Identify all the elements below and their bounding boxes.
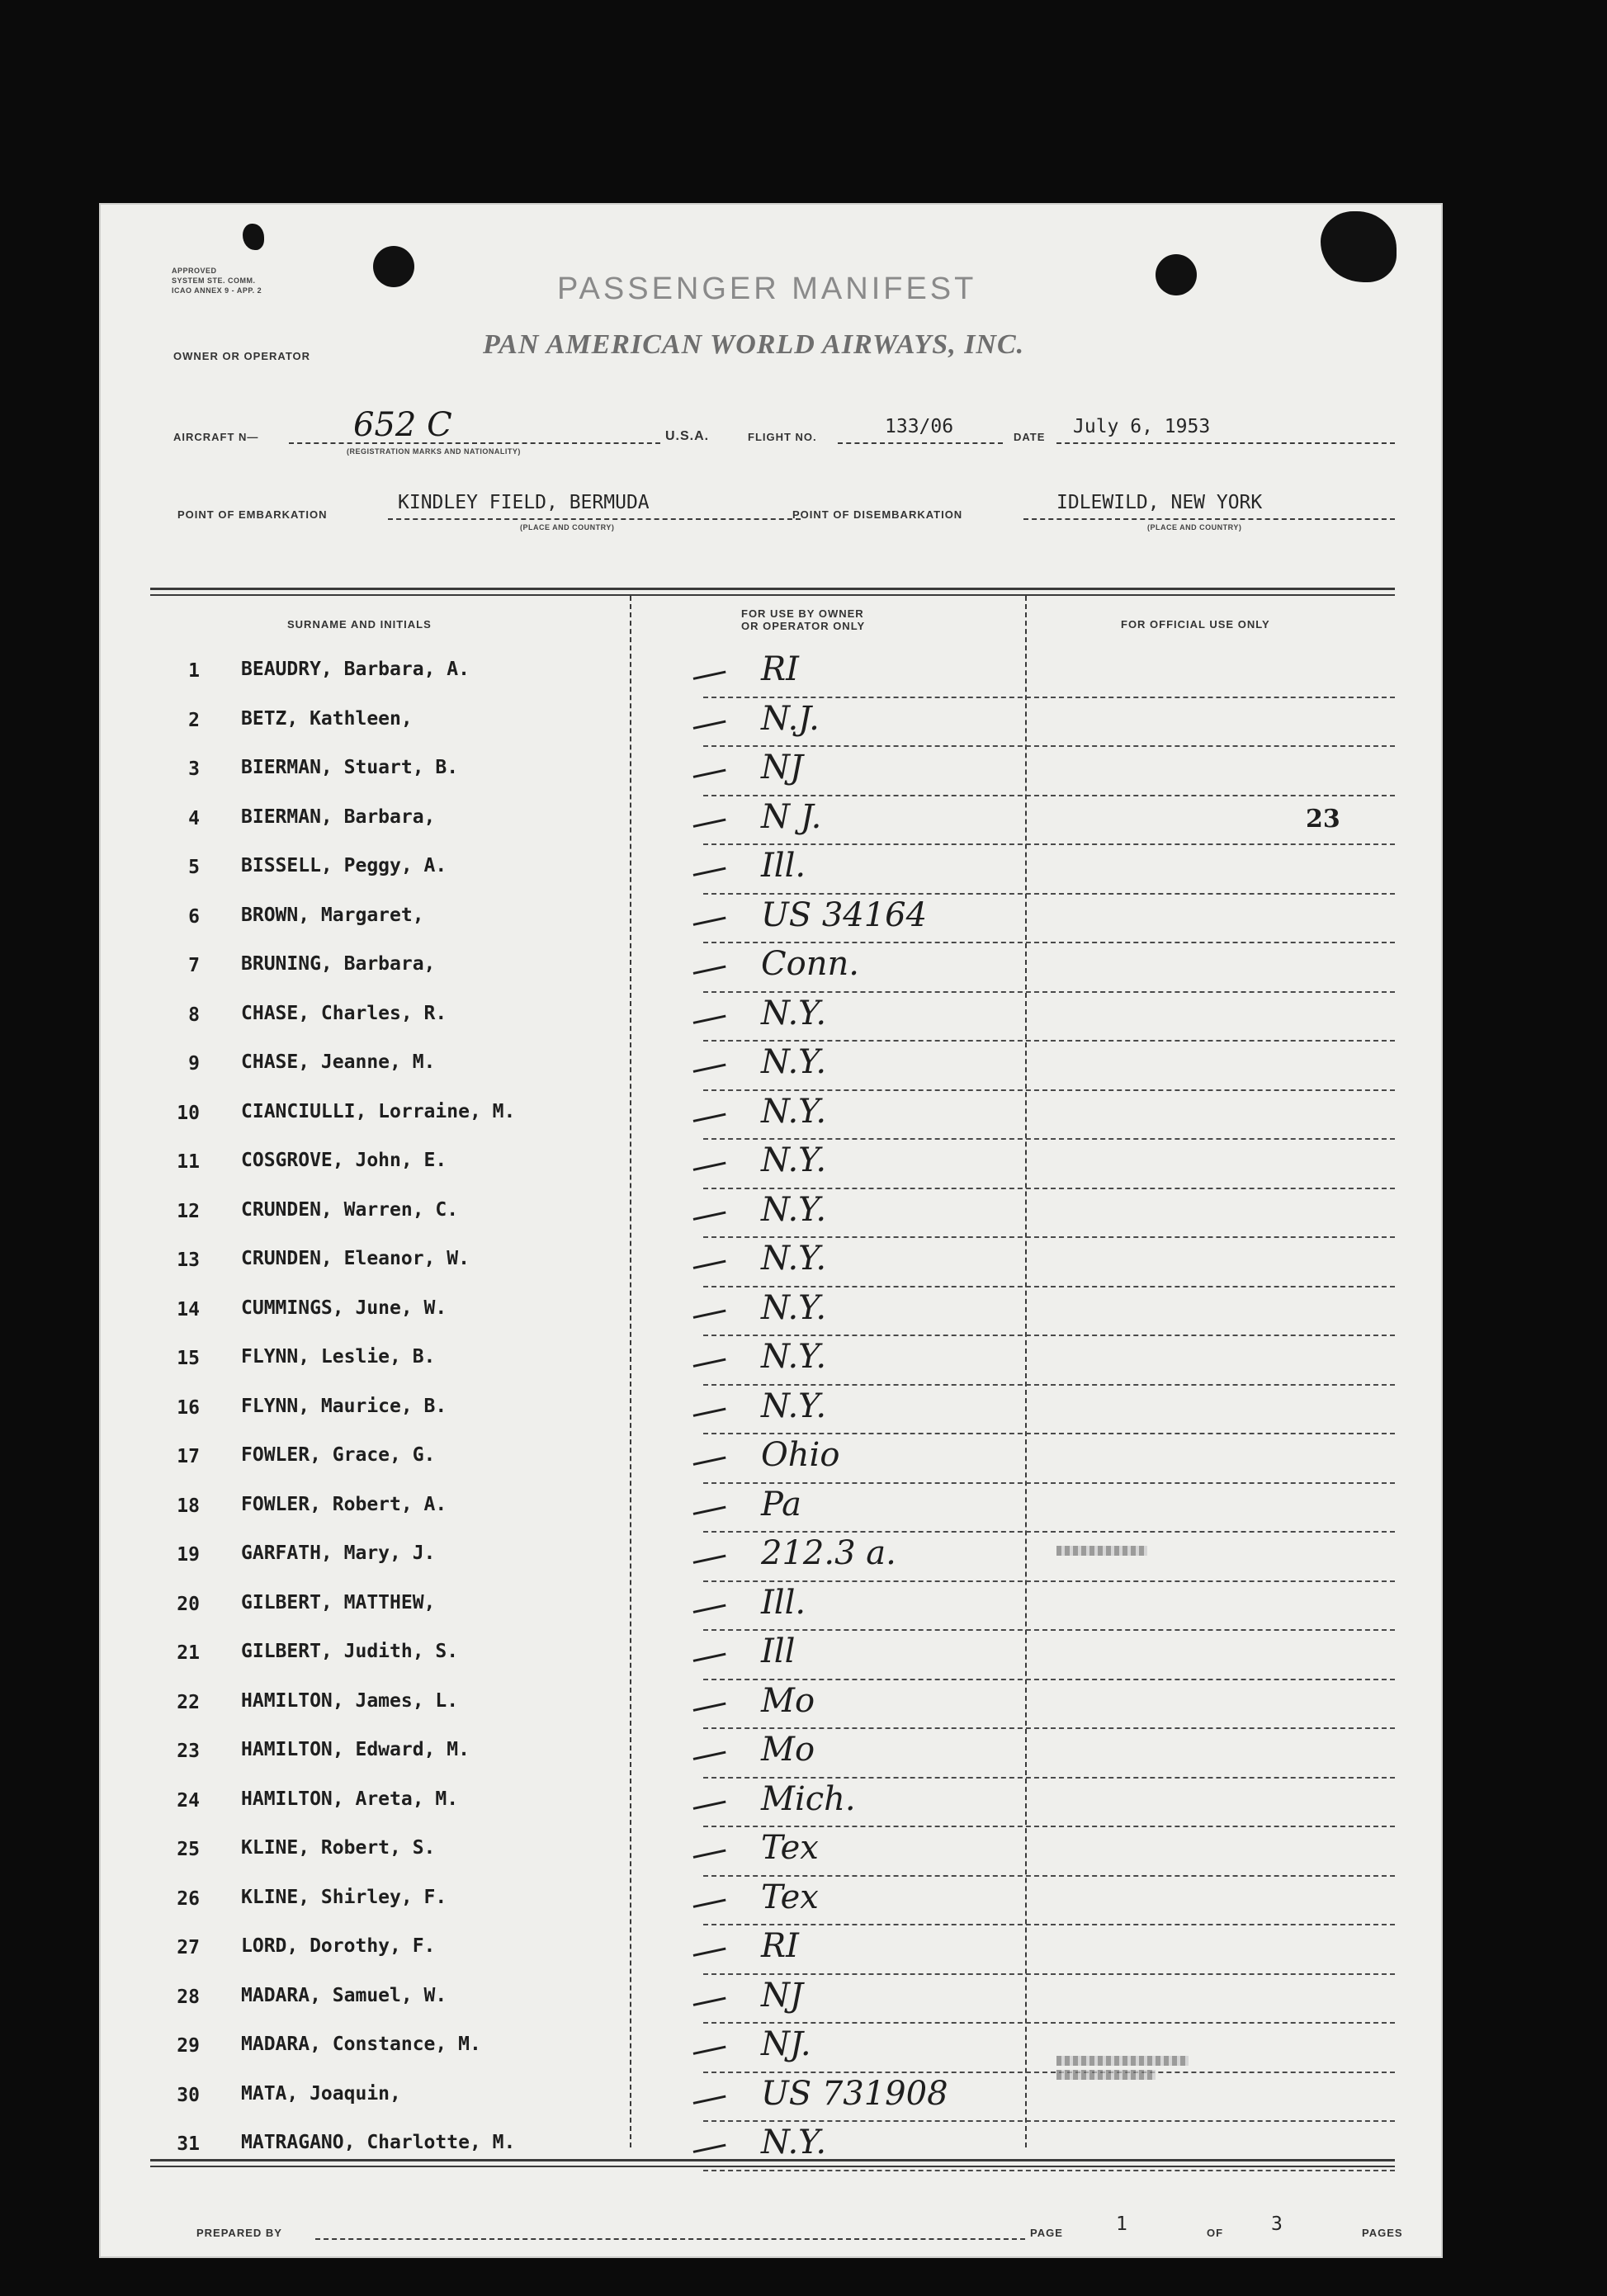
- passenger-residence-note: Ill: [761, 1632, 796, 1670]
- passenger-row: [150, 993, 1395, 1042]
- passenger-name: MADARA, Constance, M.: [241, 2034, 481, 2055]
- passenger-number: 4: [188, 807, 200, 829]
- check-mark: —: [687, 1876, 731, 1925]
- passenger-number: 24: [177, 1789, 200, 1812]
- owner-use-header-line-1: FOR USE BY OWNER: [741, 607, 864, 620]
- flight-underline: [838, 442, 1003, 444]
- passenger-row: [150, 895, 1395, 944]
- passenger-number: 9: [188, 1053, 200, 1075]
- passenger-row: [150, 1582, 1395, 1632]
- embarkation-label: POINT OF EMBARKATION: [177, 508, 328, 521]
- passenger-row: [150, 1779, 1395, 1828]
- of-label: OF: [1207, 2227, 1224, 2239]
- prepared-by-label: PREPARED BY: [196, 2227, 282, 2239]
- passenger-residence-note: N J.: [761, 797, 822, 836]
- aircraft-value: 652 C: [353, 406, 452, 444]
- passenger-number: 20: [177, 1593, 200, 1615]
- passenger-residence-note: N.J.: [761, 699, 820, 738]
- passenger-row: [150, 1042, 1395, 1091]
- date-value: July 6, 1953: [1073, 416, 1211, 437]
- passenger-name: FOWLER, Grace, G.: [241, 1444, 436, 1466]
- ink-blot-top-left: [243, 224, 264, 250]
- official-smudge-row-30b: [1056, 2070, 1156, 2080]
- passenger-residence-note: N.Y.: [761, 1338, 827, 1376]
- passenger-name: CUMMINGS, June, W.: [241, 1297, 447, 1319]
- passenger-number: 23: [177, 1741, 200, 1762]
- page-number: 1: [1116, 2213, 1127, 2235]
- passenger-number: 30: [177, 2084, 200, 2106]
- form-title: PASSENGER MANIFEST: [557, 272, 977, 306]
- passenger-row: [150, 943, 1395, 993]
- passenger-row: [150, 1533, 1395, 1582]
- passenger-name: CIANCIULLI, Lorraine, M.: [241, 1100, 516, 1122]
- passenger-row: [150, 1189, 1395, 1239]
- check-mark: —: [687, 992, 731, 1042]
- surname-column-header: SURNAME AND INITIALS: [287, 618, 432, 631]
- passenger-number: 15: [177, 1348, 200, 1369]
- passenger-number: 10: [177, 1102, 200, 1124]
- table-top-rule: [150, 588, 1395, 590]
- check-mark: —: [687, 648, 731, 698]
- table-bottom-rule: [150, 2159, 1395, 2161]
- passenger-row: [150, 796, 1395, 846]
- passenger-number: 12: [177, 1200, 200, 1222]
- official-use-header: FOR OFFICIAL USE ONLY: [1121, 618, 1270, 631]
- passenger-residence-note: NJ: [761, 1976, 804, 2015]
- passenger-name: BIERMAN, Stuart, B.: [241, 757, 459, 778]
- check-mark: —: [687, 1974, 731, 2024]
- passenger-number: 2: [188, 709, 200, 731]
- disembarkation-value: IDLEWILD, NEW YORK: [1056, 492, 1263, 513]
- passenger-residence-note: N.Y.: [761, 1288, 827, 1327]
- passenger-residence-note: N.Y.: [761, 1141, 827, 1179]
- passenger-number: 28: [177, 1986, 200, 2008]
- passenger-number: 11: [177, 1151, 200, 1173]
- passenger-number: 6: [188, 905, 200, 928]
- passenger-row: [150, 1484, 1395, 1533]
- approval-line-2: SYSTEM STE. COMM.: [172, 276, 256, 285]
- usa-label: U.S.A.: [665, 429, 710, 443]
- aircraft-label: AIRCRAFT N—: [173, 431, 259, 443]
- passenger-row: [150, 1680, 1395, 1730]
- operator-name: PAN AMERICAN WORLD AIRWAYS, INC.: [483, 329, 1025, 360]
- passenger-name: LORD, Dorothy, F.: [241, 1935, 436, 1957]
- passenger-row: [150, 1336, 1395, 1386]
- check-mark: —: [687, 1483, 731, 1533]
- passenger-residence-note: NJ: [761, 749, 804, 787]
- passenger-row: [150, 1975, 1395, 2024]
- passenger-name: GILBERT, MATTHEW,: [241, 1591, 436, 1613]
- passenger-residence-note: N.Y.: [761, 1190, 827, 1229]
- passenger-residence-note: Mo: [761, 1681, 815, 1720]
- check-mark: —: [687, 1139, 731, 1189]
- disembarkation-label: POINT OF DISEMBARKATION: [792, 508, 963, 521]
- passenger-number: 29: [177, 2035, 200, 2057]
- passenger-row: [150, 747, 1395, 796]
- flight-value: 133/06: [885, 416, 954, 437]
- passenger-row: [150, 1877, 1395, 1926]
- check-mark: —: [687, 1778, 731, 1827]
- passenger-number: 31: [177, 2133, 200, 2155]
- aircraft-sublabel: (REGISTRATION MARKS AND NATIONALITY): [347, 447, 521, 456]
- passenger-name: HAMILTON, Areta, M.: [241, 1788, 459, 1810]
- passenger-name: BEAUDRY, Barbara, A.: [241, 659, 470, 680]
- aircraft-underline: [289, 442, 660, 444]
- passenger-row: [150, 1386, 1395, 1435]
- table-bottom-rule-2: [150, 2166, 1395, 2167]
- page-total: 3: [1271, 2213, 1283, 2235]
- passenger-residence-note: Mich.: [761, 1779, 856, 1818]
- check-mark: —: [687, 1532, 731, 1582]
- check-mark: —: [687, 2121, 731, 2171]
- check-mark: —: [687, 1237, 731, 1287]
- passenger-name: HAMILTON, James, L.: [241, 1689, 459, 1712]
- ink-blot-top-right: [1321, 211, 1397, 282]
- check-mark: —: [687, 1090, 731, 1140]
- passenger-row: [150, 2024, 1395, 2073]
- pages-label: PAGES: [1362, 2227, 1403, 2239]
- embarkation-underline: [388, 518, 801, 520]
- check-mark: —: [687, 1728, 731, 1779]
- passenger-name: MADARA, Samuel, W.: [241, 1984, 447, 2006]
- date-underline: [1056, 442, 1395, 444]
- passenger-residence-note: N.Y.: [761, 1092, 827, 1131]
- passenger-residence-note: N.Y.: [761, 1043, 827, 1081]
- passenger-row: [150, 845, 1395, 895]
- passenger-number: 5: [188, 857, 200, 878]
- check-mark: —: [687, 894, 731, 943]
- owner-use-header-line-2: OR OPERATOR ONLY: [741, 620, 866, 632]
- approval-line-1: APPROVED: [172, 267, 217, 275]
- passenger-residence-note: RI: [761, 1927, 799, 1965]
- embarkation-sublabel: (PLACE AND COUNTRY): [520, 523, 615, 531]
- passenger-name: GILBERT, Judith, S.: [241, 1641, 459, 1662]
- passenger-residence-note: 212.3 a.: [761, 1534, 896, 1572]
- passenger-name: MATA, Joaquin,: [241, 2082, 401, 2105]
- passenger-number: 25: [177, 1839, 200, 1860]
- passenger-residence-note: N.Y.: [761, 2124, 827, 2161]
- passenger-name: KLINE, Robert, S.: [241, 1837, 436, 1859]
- passenger-number: 7: [188, 955, 200, 976]
- passenger-name: BROWN, Margaret,: [241, 904, 424, 926]
- passenger-name: FLYNN, Maurice, B.: [241, 1395, 447, 1417]
- passenger-number: 3: [188, 758, 200, 780]
- owner-label: OWNER OR OPERATOR: [173, 350, 311, 362]
- passenger-residence-note: US 34164: [761, 895, 928, 934]
- passenger-name: BISSELL, Peggy, A.: [241, 855, 447, 876]
- passenger-name: BRUNING, Barbara,: [241, 953, 436, 975]
- check-mark: —: [687, 1188, 731, 1238]
- check-mark: —: [687, 2072, 731, 2122]
- check-mark: —: [687, 1287, 731, 1336]
- prepared-by-underline: [315, 2238, 1025, 2240]
- disembarkation-underline: [1023, 518, 1395, 520]
- official-smudge-row-30: [1056, 2056, 1189, 2066]
- check-mark: —: [687, 1041, 731, 1091]
- passenger-row: [150, 2122, 1395, 2171]
- passenger-residence-note: N.Y.: [761, 994, 827, 1032]
- passenger-name: CHASE, Charles, R.: [241, 1002, 447, 1024]
- passenger-number: 14: [177, 1298, 200, 1320]
- passenger-row: [150, 1238, 1395, 1287]
- passenger-number: 21: [177, 1642, 200, 1664]
- check-mark: —: [687, 1335, 731, 1386]
- passenger-number: 16: [177, 1396, 200, 1419]
- passenger-name: KLINE, Shirley, F.: [241, 1886, 447, 1908]
- table-top-rule-2: [150, 594, 1395, 596]
- check-mark: —: [687, 1581, 731, 1631]
- check-mark: —: [687, 2023, 731, 2073]
- official-use-entry: 23: [1306, 804, 1340, 834]
- passenger-name: CRUNDEN, Eleanor, W.: [241, 1248, 470, 1269]
- passenger-residence-note: Ill.: [761, 847, 806, 885]
- passenger-number: 26: [177, 1887, 200, 1910]
- passenger-residence-note: Tex: [761, 1829, 819, 1867]
- manifest-sheet: [99, 203, 1443, 2258]
- passenger-number: 19: [177, 1544, 200, 1566]
- row-rule: [703, 2170, 1395, 2171]
- check-mark: —: [687, 942, 731, 993]
- passenger-residence-note: N.Y.: [761, 1240, 827, 1278]
- check-mark: —: [687, 844, 731, 895]
- passenger-row: [150, 1631, 1395, 1680]
- passenger-name: COSGROVE, John, E.: [241, 1150, 447, 1171]
- check-mark: —: [687, 1630, 731, 1680]
- flight-label: FLIGHT NO.: [748, 431, 817, 443]
- passenger-name: CRUNDEN, Warren, C.: [241, 1198, 459, 1221]
- approval-line-3: ICAO ANNEX 9 - APP. 2: [172, 286, 262, 295]
- passenger-row: [150, 2073, 1395, 2123]
- page-label: PAGE: [1030, 2227, 1063, 2239]
- passenger-residence-note: Ohio: [761, 1436, 840, 1474]
- passenger-residence-note: Mo: [761, 1731, 815, 1769]
- passenger-number: 27: [177, 1937, 200, 1958]
- check-mark: —: [687, 1826, 731, 1877]
- passenger-residence-note: RI: [761, 650, 799, 688]
- check-mark: —: [687, 1434, 731, 1484]
- passenger-name: BIERMAN, Barbara,: [241, 805, 436, 828]
- passenger-name: FLYNN, Leslie, B.: [241, 1346, 436, 1368]
- passenger-row: [150, 1925, 1395, 1975]
- passenger-name: FOWLER, Robert, A.: [241, 1493, 447, 1515]
- passenger-number: 22: [177, 1691, 200, 1713]
- punch-hole-left: [373, 246, 414, 287]
- check-mark: —: [687, 796, 731, 845]
- disembarkation-sublabel: (PLACE AND COUNTRY): [1147, 523, 1242, 531]
- passenger-name: BETZ, Kathleen,: [241, 707, 413, 730]
- passenger-residence-note: N.Y.: [761, 1387, 827, 1425]
- passenger-residence-note: Ill.: [761, 1583, 806, 1622]
- passenger-number: 13: [177, 1250, 200, 1271]
- passenger-row: [150, 1091, 1395, 1141]
- embarkation-value: KINDLEY FIELD, BERMUDA: [398, 492, 650, 513]
- passenger-row: [150, 649, 1395, 698]
- check-mark: —: [687, 1925, 731, 1975]
- check-mark: —: [687, 697, 731, 747]
- passenger-row: [150, 1140, 1395, 1189]
- passenger-number: 17: [177, 1446, 200, 1467]
- check-mark: —: [687, 1385, 731, 1434]
- passenger-name: MATRAGANO, Charlotte, M.: [241, 2132, 516, 2153]
- passenger-row: [150, 1729, 1395, 1779]
- passenger-residence-note: Conn.: [761, 945, 859, 983]
- passenger-name: GARFATH, Mary, J.: [241, 1542, 436, 1564]
- check-mark: —: [687, 746, 731, 796]
- passenger-row: [150, 1287, 1395, 1337]
- passenger-name: HAMILTON, Edward, M.: [241, 1739, 470, 1760]
- passenger-number: 8: [188, 1004, 200, 1026]
- passenger-number: 18: [177, 1495, 200, 1517]
- passenger-residence-note: US 731908: [761, 2074, 948, 2113]
- passenger-row: [150, 698, 1395, 748]
- passenger-residence-note: Tex: [761, 1878, 819, 1916]
- passenger-row: [150, 1827, 1395, 1877]
- passenger-number: 1: [188, 660, 200, 682]
- official-smudge-row-19: [1056, 1546, 1147, 1556]
- passenger-name: CHASE, Jeanne, M.: [241, 1051, 436, 1073]
- date-label: DATE: [1014, 431, 1046, 443]
- check-mark: —: [687, 1679, 731, 1729]
- passenger-residence-note: Pa: [761, 1485, 801, 1524]
- punch-hole-right: [1156, 254, 1197, 295]
- passenger-residence-note: NJ.: [761, 2025, 811, 2063]
- passenger-row: [150, 1434, 1395, 1484]
